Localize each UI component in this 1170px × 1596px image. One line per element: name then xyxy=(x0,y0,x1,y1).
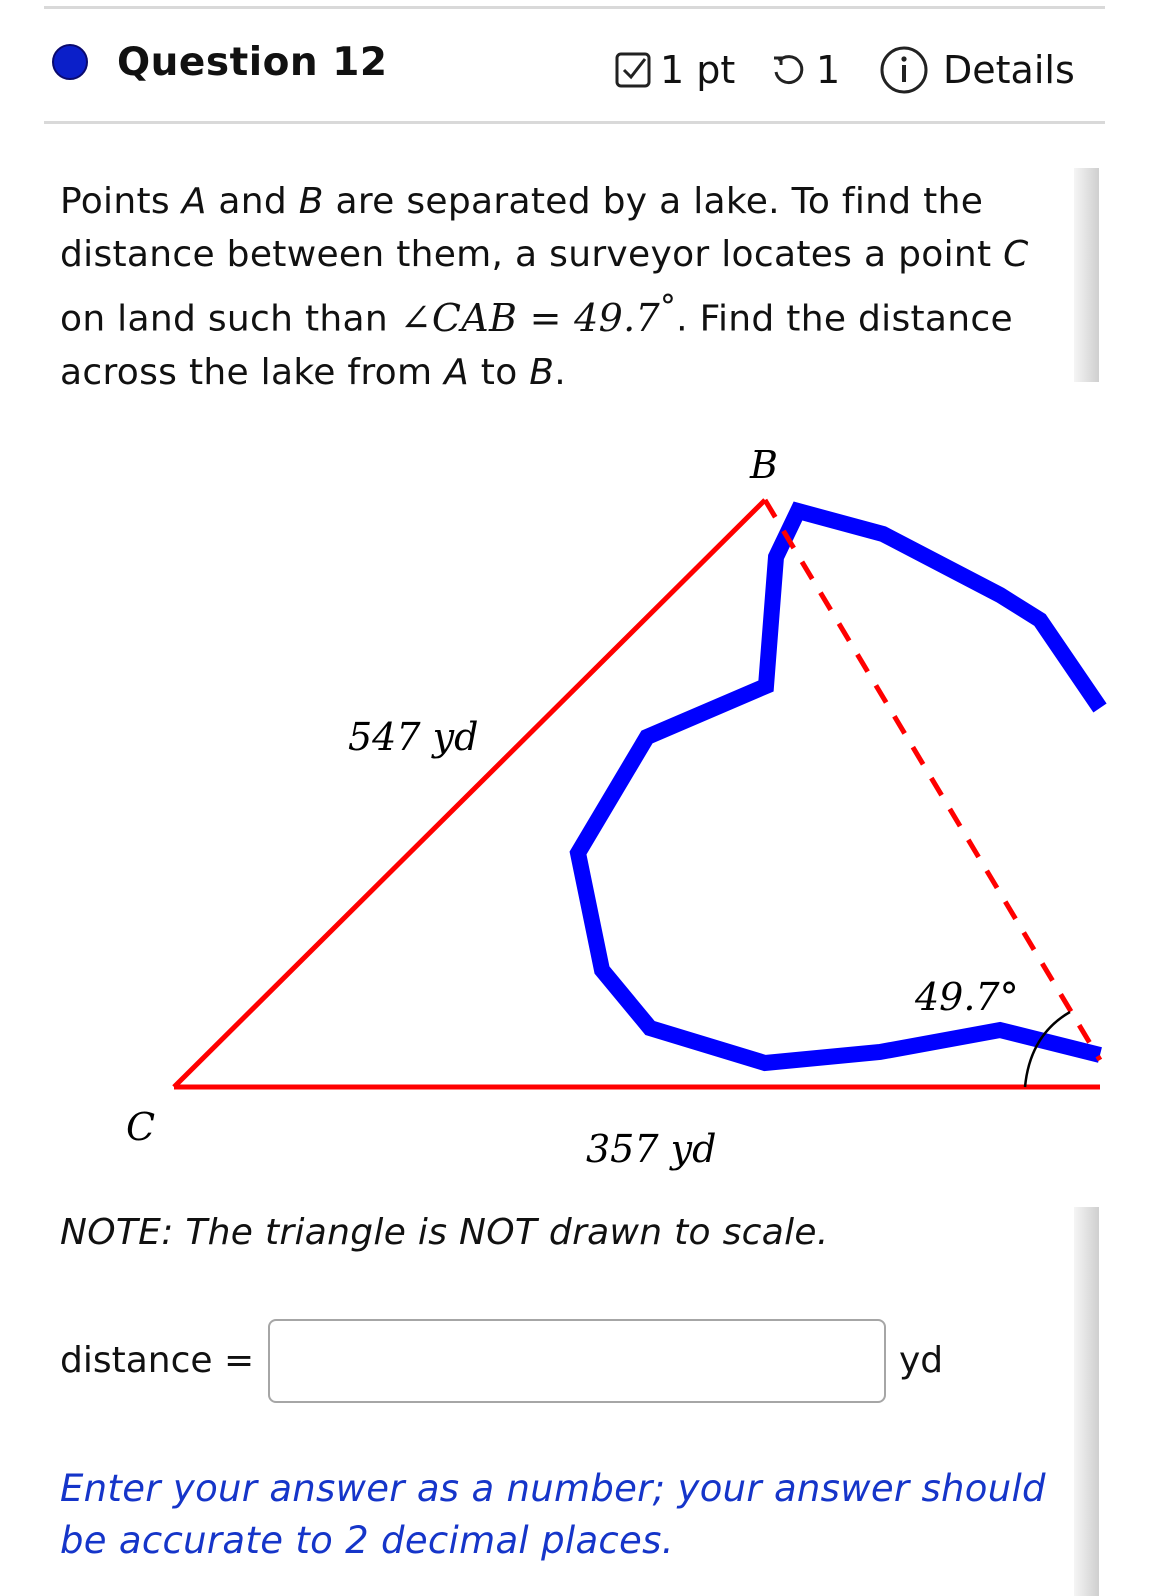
scroll-indicator-lower xyxy=(1074,1207,1099,1596)
retry-icon xyxy=(770,52,806,88)
question-status-dot xyxy=(52,44,88,80)
points-indicator xyxy=(614,40,735,100)
question-title: Question 12 xyxy=(117,40,388,85)
details-label: Details xyxy=(943,48,1075,92)
label-b: B xyxy=(750,443,778,487)
header-divider xyxy=(44,121,1105,124)
label-side-ca: 357 yd xyxy=(586,1127,717,1171)
details-button[interactable] xyxy=(879,40,1075,100)
angle-expression: ∠CAB = 49.7° xyxy=(399,289,677,340)
answer-label: distance = xyxy=(60,1340,255,1381)
note-text: NOTE: The triangle is NOT drawn to scale. xyxy=(60,1212,829,1253)
info-icon xyxy=(879,45,929,95)
answer-hint: Enter your answer as a number; your answer should be accurate to 2 decimal places. xyxy=(60,1467,1046,1562)
answer-unit: yd xyxy=(899,1340,944,1381)
triangle-diagram xyxy=(0,430,1170,1190)
label-side-cb: 547 yd xyxy=(348,715,479,759)
label-c: C xyxy=(126,1105,156,1149)
points-label: 1 pt xyxy=(660,48,736,92)
top-divider xyxy=(44,6,1105,9)
distance-input[interactable] xyxy=(268,1319,886,1403)
lake-outline xyxy=(578,511,1100,1063)
scroll-indicator xyxy=(1074,168,1099,382)
label-angle-a: 49.7° xyxy=(915,975,1019,1019)
retries-count: 1 xyxy=(816,48,841,92)
retries-indicator xyxy=(770,40,840,100)
problem-statement: Points A and B are separated by a lake. To find the distance between them, a surveyor locates a point C on land such than ∠CAB = 49.7°. Find the distance across the lake from A to B. xyxy=(60,181,1029,393)
checkbox-icon xyxy=(614,51,652,89)
side-cb xyxy=(174,500,765,1087)
